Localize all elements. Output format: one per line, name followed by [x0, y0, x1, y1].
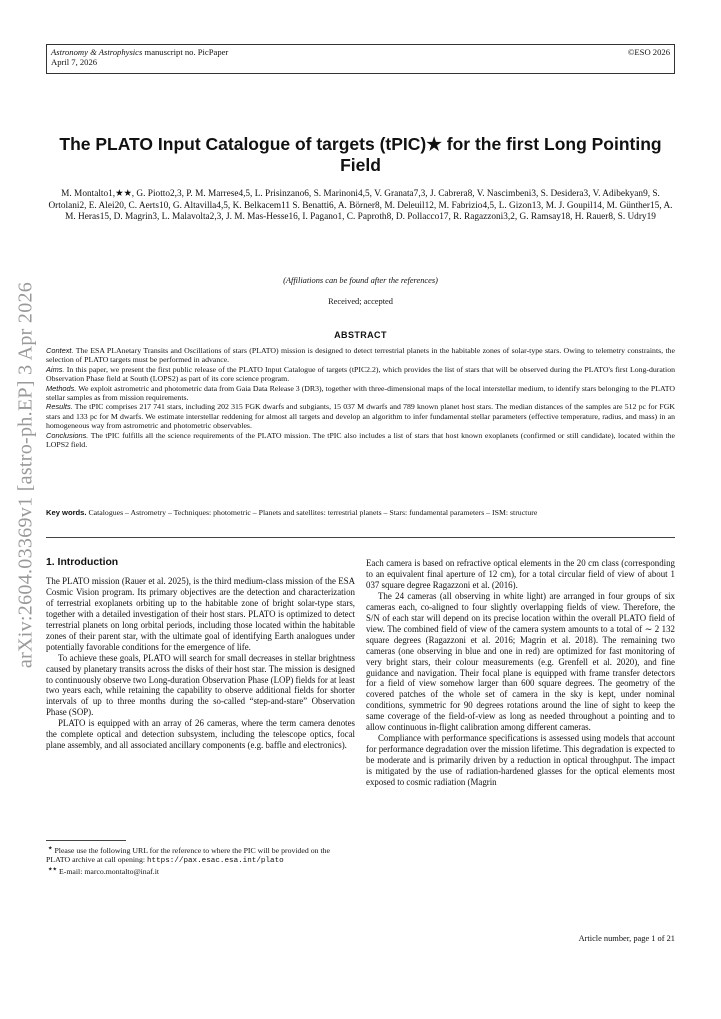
- arxiv-stamp: arXiv:2604.03369v1 [astro-ph.EP] 3 Apr 2026: [14, 281, 37, 669]
- journal-name: Astronomy & Astrophysics: [51, 47, 143, 57]
- footnote-1: ★ Please use the following URL for the reference to where the PIC will be provided on the PLATO archive at call opening: https://pax.esac.esa.int/plato: [46, 845, 331, 866]
- header-date: April 7, 2026: [51, 57, 98, 67]
- paragraph: The 24 cameras (all observing in white light) are arranged in four groups of six cameras each, co-aligned to four slightly overlapping fields of view. Therefore, the S/N of each star will depend on its precise location within the overall PLATO field of view. The combined field of view of the camera system amounts to a total of ∼ 2 132 square degrees (Ragazzoni et al. 2016; Magrin et al. 2018). The remaining two cameras (one observing in blue and one in red) are optimized for fast monitoring of very bright stars, their colour measurements (e.g. Grenfell et al. 2020), and fine guidance and navigation. Their focal plane is equipped with frame transfer detectors for a field of view somehow larger than 600 square degrees. The geometry of the covered patches of the whole set of camera in the sky is kept, under nominal conditions, symmetric for 90 degrees rotations around the line of sight to keep the same coverage of the field-of-view as long as needed throughout a pointing and to allow continuous in-flight calibration among different cameras.: [366, 590, 675, 733]
- abstract: [46, 346, 675, 449]
- author-list: M. Montalto1,★★, G. Piotto2,3, P. M. Marrese4,5, L. Prisinzano6, S. Marinoni4,5, V. Granata7,3, J. Cabrera8, V. Nascimbeni3, S. Desidera3, V. Adibekyan9, S. Ortolani2, E. Alei20, C. Aerts10, G. Altavilla4,5, K. Belkacem11 S. Benatti6, A. Börner8, M. Deleuil12, M. Fabrizio4,5, L. Gizon13, M. J. Goupil14, M. Günther15, A. M. Heras15, D. Magrin3, L. Malavolta2,3, J. M. Mas-Hesse16, I. Pagano1, C. Paproth8, D. Pollacco17, R. Ragazzoni3,2, G. Ramsay18, H. Rauer8, S. Udry19: [48, 189, 673, 223]
- abstract-results: Results. The tPIC comprises 217 741 stars, including 202 315 FGK dwarfs and subgiants, 15 037 M dwarfs and 789 known planet host stars. The median distances of the samples are 512 pc for FGK stars and 133 pc for M dwarfs. We estimate interstellar reddening for almost all targets and develop an algorithm to infer fundamental stellar parameters (effective temperature, radius, and mass) in an homogeneous way from astrometric and photometric observables.: [46, 402, 676, 431]
- abstract-heading: ABSTRACT: [334, 330, 387, 340]
- abstract-conclusions: Conclusions. The tPIC fulfills all the science requirements of the PLATO mission. The tPIC also includes a list of stars that host known exoplanets (confirmed or still candidate), located within the LOPS2 field.: [46, 430, 675, 450]
- section-heading: 1. Introduction: [46, 557, 119, 568]
- left-column: [46, 558, 355, 751]
- paper-title: The PLATO Input Catalogue of targets (tPIC)★ for the first Long Pointing Field: [59, 134, 662, 175]
- paragraph: To achieve these goals, PLATO will search for small decreases in stellar brightness caused by planetary transits across the disks of their host star. The mission is designed to continuously observe two Long-duration Observation Phase (LOP) fields for at least two years each, while retaining the capability to observe additional fields for shorter intervals of up to three months during the so-called “step-and-stare” Observation Phase (SOP).: [46, 652, 355, 718]
- author-email: E-mail: marco.montalto@inaf.it: [58, 866, 160, 876]
- archive-url-link[interactable]: https://pax.esac.esa.int/plato: [146, 857, 284, 866]
- manuscript-header: [46, 44, 675, 74]
- footnote-divider: [46, 840, 126, 841]
- abstract-context: Context. The ESA PLAnetary Transits and Oscillations of stars (PLATO) mission is designed to detect terrestrial planets in the habitable zones of solar-type stars. Owing to telemetry constraints, the selection of PLATO targets must be performed in advance.: [46, 346, 675, 365]
- paragraph: PLATO is equipped with an array of 26 cameras, where the term camera denotes the complete optical and detection subsystem, including the telescope optics, focal plane assembly, and all associated ancillary components (e.g. baffle and electronics).: [46, 718, 355, 751]
- paragraph: Each camera is based on refractive optical elements in the 20 cm class (corresponding to an equivalent final aperture of 12 cm), for a total circular field of view of about 1 037 square degree Ragazzoni et al. (2016).: [366, 558, 675, 590]
- header-left: [51, 47, 228, 67]
- abstract-divider: [46, 537, 675, 538]
- right-column: [366, 558, 675, 788]
- paragraph: The PLATO mission (Rauer et al. 2025), is the third medium-class mission of the ESA Cosmic Vision program. Its primary objectives are the detection and characterization of terrestrial exoplanets orbiting up to the habitable zone of bright solar-type stars, together with a detailed investigation of their host stars. PLATO is optimized to detect terrestrial planets on long orbital periods, including those located within the habitable zones of their parent star, with the ultimate goal of identifying Earth analogues under potentially favorable conditions for the emergence of life.: [46, 575, 355, 652]
- copyright: ©ESO 2026: [627, 47, 670, 57]
- footnotes: [46, 846, 355, 876]
- keywords-text: Catalogues – Astrometry – Techniques: photometric – Planets and satellites: terrestrial planets – Stars: fundamental parameters – ISM: structure: [88, 508, 538, 517]
- abstract-aims: Aims. In this paper, we present the first public release of the PLATO Input Catalogue of targets (tPIC2.2), which provides the list of stars that will be observed during the PLATO's first Long-duration Observation Phase field at South (LOPS2) as part of its core science program.: [46, 364, 675, 384]
- keywords-label: Key words.: [46, 508, 87, 517]
- footnote-2: ★★ E-mail: marco.montalto@inaf.it: [47, 866, 160, 876]
- affiliations-note: (Affiliations can be found after the references): [283, 276, 438, 285]
- page-number: Article number, page 1 of 21: [578, 934, 675, 943]
- received-line: Received; accepted: [328, 297, 393, 306]
- keywords: [46, 508, 675, 517]
- paragraph: Compliance with performance specifications is assessed using models that account for performance degradation over the mission lifetime. This degradation is expected to be moderate and is primarily driven by a reduction in optical throughput. The impact is mitigated by the use of radiation-hardened glasses for the optical elements most exposed to cosmic radiation (Magrin: [366, 733, 675, 788]
- abstract-methods: Methods. We exploit astrometric and photometric data from Gaia Data Release 3 (DR3), together with three-dimensional maps of the local interstellar medium, to identify stars belonging to the PLATO stellar samples as from mission requirements.: [46, 383, 676, 403]
- manuscript-id: manuscript no. PicPaper: [144, 47, 229, 57]
